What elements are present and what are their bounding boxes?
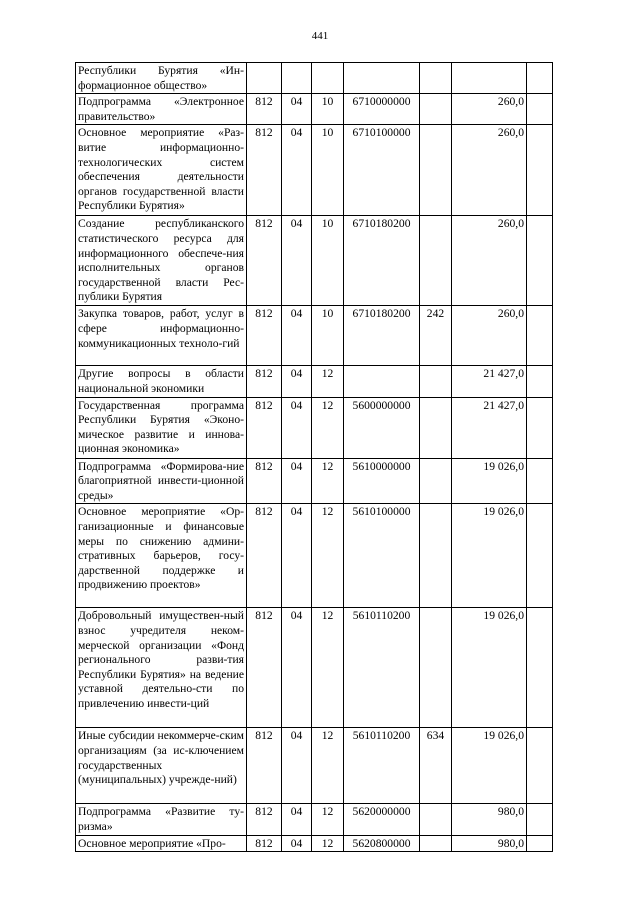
- target-article-code: 6710100000: [344, 125, 420, 216]
- ministry-code: 812: [247, 397, 282, 458]
- row-name: Добровольный имуществен-ный взнос учредителя неком-мерческой организации «Фонд регионального разви-тия Республики Бурятия» на ведение уставной деятельно-сти по привлечению инвести-ций: [76, 608, 247, 728]
- table-row: [76, 306, 553, 366]
- expense-type-code: 634: [420, 728, 452, 804]
- row-name: Другие вопросы в области национальной экономики: [76, 366, 247, 397]
- table-row: [76, 94, 553, 125]
- ministry-code: 812: [247, 216, 282, 306]
- extra-cell: [527, 835, 553, 852]
- extra-cell: [527, 728, 553, 804]
- expense-type-code: [420, 366, 452, 397]
- expense-type-code: [420, 63, 452, 94]
- section-code: 04: [282, 804, 312, 835]
- extra-cell: [527, 804, 553, 835]
- section-code: 04: [282, 366, 312, 397]
- target-article-code: 6710180200: [344, 216, 420, 306]
- subsection-code: 10: [312, 216, 344, 306]
- extra-cell: [527, 216, 553, 306]
- amount: 260,0: [452, 216, 527, 306]
- amount: 19 026,0: [452, 608, 527, 728]
- table-row: [76, 125, 553, 216]
- ministry-code: 812: [247, 728, 282, 804]
- table-row: [76, 458, 553, 504]
- row-name: Создание республиканского статистического ресурса для информационного обеспече-ния исполнительных органов государственной власти Рес-публики Бурятия: [76, 216, 247, 306]
- table-row: [76, 397, 553, 458]
- ministry-code: [247, 63, 282, 94]
- extra-cell: [527, 608, 553, 728]
- target-article-code: 5610110200: [344, 608, 420, 728]
- expense-type-code: [420, 216, 452, 306]
- ministry-code: 812: [247, 125, 282, 216]
- amount: 980,0: [452, 835, 527, 852]
- target-article-code: 6710000000: [344, 94, 420, 125]
- section-code: 04: [282, 728, 312, 804]
- ministry-code: 812: [247, 458, 282, 504]
- subsection-code: 10: [312, 306, 344, 366]
- amount: 260,0: [452, 306, 527, 366]
- target-article-code: 5610100000: [344, 504, 420, 608]
- table-row: [76, 504, 553, 608]
- expense-type-code: [420, 835, 452, 852]
- ministry-code: 812: [247, 94, 282, 125]
- expense-type-code: [420, 458, 452, 504]
- section-code: 04: [282, 306, 312, 366]
- section-code: 04: [282, 125, 312, 216]
- subsection-code: 12: [312, 397, 344, 458]
- subsection-code: 12: [312, 366, 344, 397]
- row-name: Государственная программа Республики Бурятия «Эконо-мическое развитие и иннова-ционная экономика»: [76, 397, 247, 458]
- target-article-code: 5600000000: [344, 397, 420, 458]
- row-name: Подпрограмма «Электронное правительство»: [76, 94, 247, 125]
- ministry-code: 812: [247, 835, 282, 852]
- amount: 21 427,0: [452, 397, 527, 458]
- row-name: Республики Бурятия «Ин-формационное общество»: [76, 63, 247, 94]
- target-article-code: 5620000000: [344, 804, 420, 835]
- target-article-code: [344, 366, 420, 397]
- table-row: [76, 366, 553, 397]
- budget-table: [75, 62, 553, 852]
- expense-type-code: [420, 504, 452, 608]
- section-code: [282, 63, 312, 94]
- row-name: Основное мероприятие «Раз-витие информационно-технологических систем обеспечения деятельности органов государственной власти Республики Бурятия»: [76, 125, 247, 216]
- section-code: 04: [282, 94, 312, 125]
- subsection-code: 10: [312, 125, 344, 216]
- subsection-code: 12: [312, 804, 344, 835]
- subsection-code: 12: [312, 608, 344, 728]
- subsection-code: 12: [312, 728, 344, 804]
- ministry-code: 812: [247, 306, 282, 366]
- section-code: 04: [282, 835, 312, 852]
- table-row: [76, 804, 553, 835]
- table-row: [76, 835, 553, 852]
- row-name: Закупка товаров, работ, услуг в сфере информационно-коммуникационных техноло-гий: [76, 306, 247, 366]
- extra-cell: [527, 366, 553, 397]
- section-code: 04: [282, 458, 312, 504]
- expense-type-code: [420, 94, 452, 125]
- target-article-code: 6710180200: [344, 306, 420, 366]
- target-article-code: 5610110200: [344, 728, 420, 804]
- extra-cell: [527, 458, 553, 504]
- subsection-code: 12: [312, 458, 344, 504]
- target-article-code: 5620800000: [344, 835, 420, 852]
- amount: 19 026,0: [452, 504, 527, 608]
- row-name: Иные субсидии некоммерче-ским организациям (за ис-ключением государственных (муниципальных) учрежде-ний): [76, 728, 247, 804]
- extra-cell: [527, 504, 553, 608]
- table-row: [76, 608, 553, 728]
- expense-type-code: [420, 804, 452, 835]
- subsection-code: 10: [312, 94, 344, 125]
- expense-type-code: [420, 125, 452, 216]
- expense-type-code: 242: [420, 306, 452, 366]
- section-code: 04: [282, 397, 312, 458]
- amount: 19 026,0: [452, 458, 527, 504]
- ministry-code: 812: [247, 804, 282, 835]
- expense-type-code: [420, 397, 452, 458]
- amount: 19 026,0: [452, 728, 527, 804]
- ministry-code: 812: [247, 504, 282, 608]
- extra-cell: [527, 306, 553, 366]
- row-name: Подпрограмма «Формирова-ние благоприятной инвести-ционной среды»: [76, 458, 247, 504]
- subsection-code: [312, 63, 344, 94]
- expense-type-code: [420, 608, 452, 728]
- section-code: 04: [282, 504, 312, 608]
- subsection-code: 12: [312, 504, 344, 608]
- ministry-code: 812: [247, 366, 282, 397]
- page-number: 441: [311, 30, 329, 42]
- amount: 260,0: [452, 125, 527, 216]
- section-code: 04: [282, 608, 312, 728]
- table-row: [76, 216, 553, 306]
- extra-cell: [527, 63, 553, 94]
- extra-cell: [527, 125, 553, 216]
- target-article-code: 5610000000: [344, 458, 420, 504]
- row-name: Основное мероприятие «Ор-ганизационные и финансовые меры по снижению админи-стративных барьеров, госу-дарственной поддержке и продвижению проектов»: [76, 504, 247, 608]
- row-name: Подпрограмма «Развитие ту-ризма»: [76, 804, 247, 835]
- section-code: 04: [282, 216, 312, 306]
- table-row: [76, 728, 553, 804]
- extra-cell: [527, 397, 553, 458]
- amount: [452, 63, 527, 94]
- subsection-code: 12: [312, 835, 344, 852]
- amount: 260,0: [452, 94, 527, 125]
- ministry-code: 812: [247, 608, 282, 728]
- target-article-code: [344, 63, 420, 94]
- table-row: [76, 63, 553, 94]
- amount: 980,0: [452, 804, 527, 835]
- amount: 21 427,0: [452, 366, 527, 397]
- row-name: Основное мероприятие «Про-: [76, 835, 247, 852]
- extra-cell: [527, 94, 553, 125]
